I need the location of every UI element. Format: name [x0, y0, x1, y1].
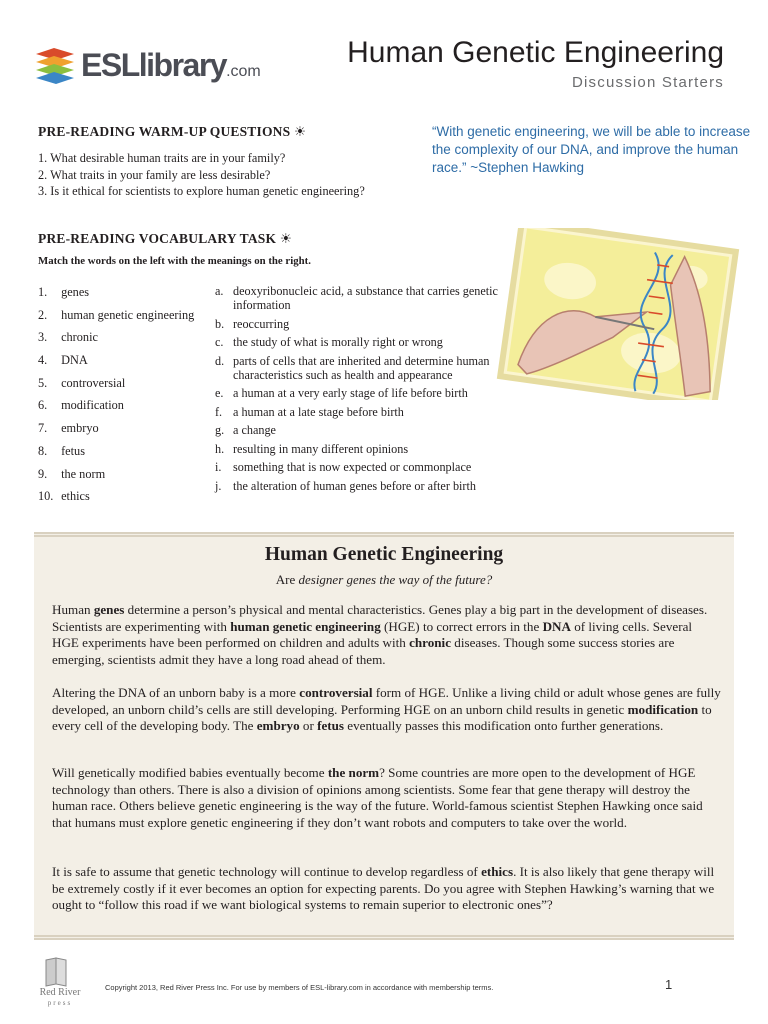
warmup-heading: PRE-READING WARM-UP QUESTIONS ☀ — [38, 124, 307, 139]
vocab-word: 5. controversial — [38, 375, 126, 390]
document-title: Human Genetic Engineering — [347, 36, 724, 69]
hawking-quote: “With genetic engineering, we will be able to increase the complexity of our DNA, and improve the human race.” ~Stephen Hawking — [432, 124, 751, 175]
vocab-meaning: f. a human at a late stage before birth — [215, 404, 404, 419]
vocab-meaning: c. the study of what is morally right or wrong — [215, 335, 443, 349]
vocab-meaning: i. something that is now expected or commonplace — [215, 460, 472, 474]
vocab-heading: PRE-READING VOCABULARY TASK ☀ — [38, 231, 293, 246]
reading-paragraph: It is safe to assume that genetic technology will continue to develop regardless of ethics. It is also likely that gene therapy will be extremely costly if it ever becomes an option for expecting parents. Do you agree with Stephen Hawking’s warning that we ought to “follow this road if we want biological systems to remain superior to electronic ones”? — [52, 864, 715, 913]
reading-paragraph: Will genetically modified babies eventually become the norm? Some countries are more open to the development of HGE technology than others. There is also a division of opinions among scientists. Some fear that gene therapy will destroy the human race. Others believe genetic engineering is the way of the future. World-famous scientist Stephen Hawking once said that humans must explore genetic engineering if they don’t want robots and computers to take over the world. — [52, 765, 703, 830]
warmup-question: 1. What desirable human traits are in your family? — [38, 151, 286, 165]
reading-paragraph: Human genes determine a person’s physical and mental characteristics. Genes play a big part in the development of diseases. Scientists are experimenting with human genetic engineering (HGE) to correct errors in the DNA of living cells. Several HGE experiments have been performed on children and adults with chronic diseases. Though some success stories are emerging, scientists admit they have a long road ahead of them. — [52, 602, 708, 667]
vocab-word: 10. ethics — [38, 489, 90, 504]
vocab-meaning: d. parts of cells that are inherited and determine human characteristics such as health and appearance — [215, 353, 490, 382]
reading-subtitle: Are designer genes the way of the future? — [275, 572, 493, 587]
reading-title: Human Genetic Engineering — [264, 544, 504, 565]
publisher-name: Red River press — [39, 987, 81, 1007]
vocab-word: 8. fetus — [38, 443, 85, 458]
vocab-meaning: a. deoxyribonucleic acid, a substance that carries genetic information — [215, 284, 498, 312]
vocab-instruction: Match the words on the left with the meanings on the right. — [38, 255, 311, 267]
page-number: 1 — [665, 977, 673, 992]
copyright-notice: Copyright 2013, Red River Press Inc. For use by members of ESL-library.com in accordance with membership terms. — [105, 983, 494, 992]
warmup-question: 2. What traits in your family are less desirable? — [38, 167, 271, 182]
vocab-word: 4. DNA — [38, 353, 88, 368]
vocab-word: 2. human genetic engineering — [38, 307, 195, 322]
vocab-meaning: e. a human at a very early stage of life before birth — [215, 386, 468, 400]
vocab-meaning: g. a change — [215, 423, 276, 437]
dna-illustration — [496, 228, 740, 400]
reading-paragraph: Altering the DNA of an unborn baby is a more controversial form of HGE. Unlike a living child or adult whose genes are fully developed, an unborn child’s cells are still developing. Performing HGE on an unborn child results in genetic modification to every cell of the developing body. The embryo or fetus eventually passes this modification onto further generations. — [52, 685, 721, 734]
vocab-meaning: h. resulting in many different opinions — [215, 441, 409, 456]
vocab-word-list — [38, 285, 194, 512]
warmup-question-list — [38, 150, 365, 200]
vocab-word: 9. the norm — [38, 466, 106, 481]
vocab-word: 6. modification — [38, 398, 124, 413]
vocab-word: 3. chronic — [38, 330, 98, 345]
vocab-meaning: j. the alteration of human genes before or after birth — [215, 478, 476, 493]
vocab-word: 1. genes — [38, 285, 90, 299]
vocab-word: 7. embryo — [38, 421, 99, 436]
vocab-meaning-list — [215, 284, 515, 497]
book-stack-icon — [36, 48, 74, 84]
vocab-meaning: b. reoccurring — [215, 316, 290, 331]
warmup-question: 3. Is it ethical for scientists to explore human genetic engineering? — [38, 184, 365, 198]
logo-wordmark: ESLlibrary.com — [81, 47, 261, 83]
document-subtitle: Discussion Starters — [571, 74, 724, 91]
